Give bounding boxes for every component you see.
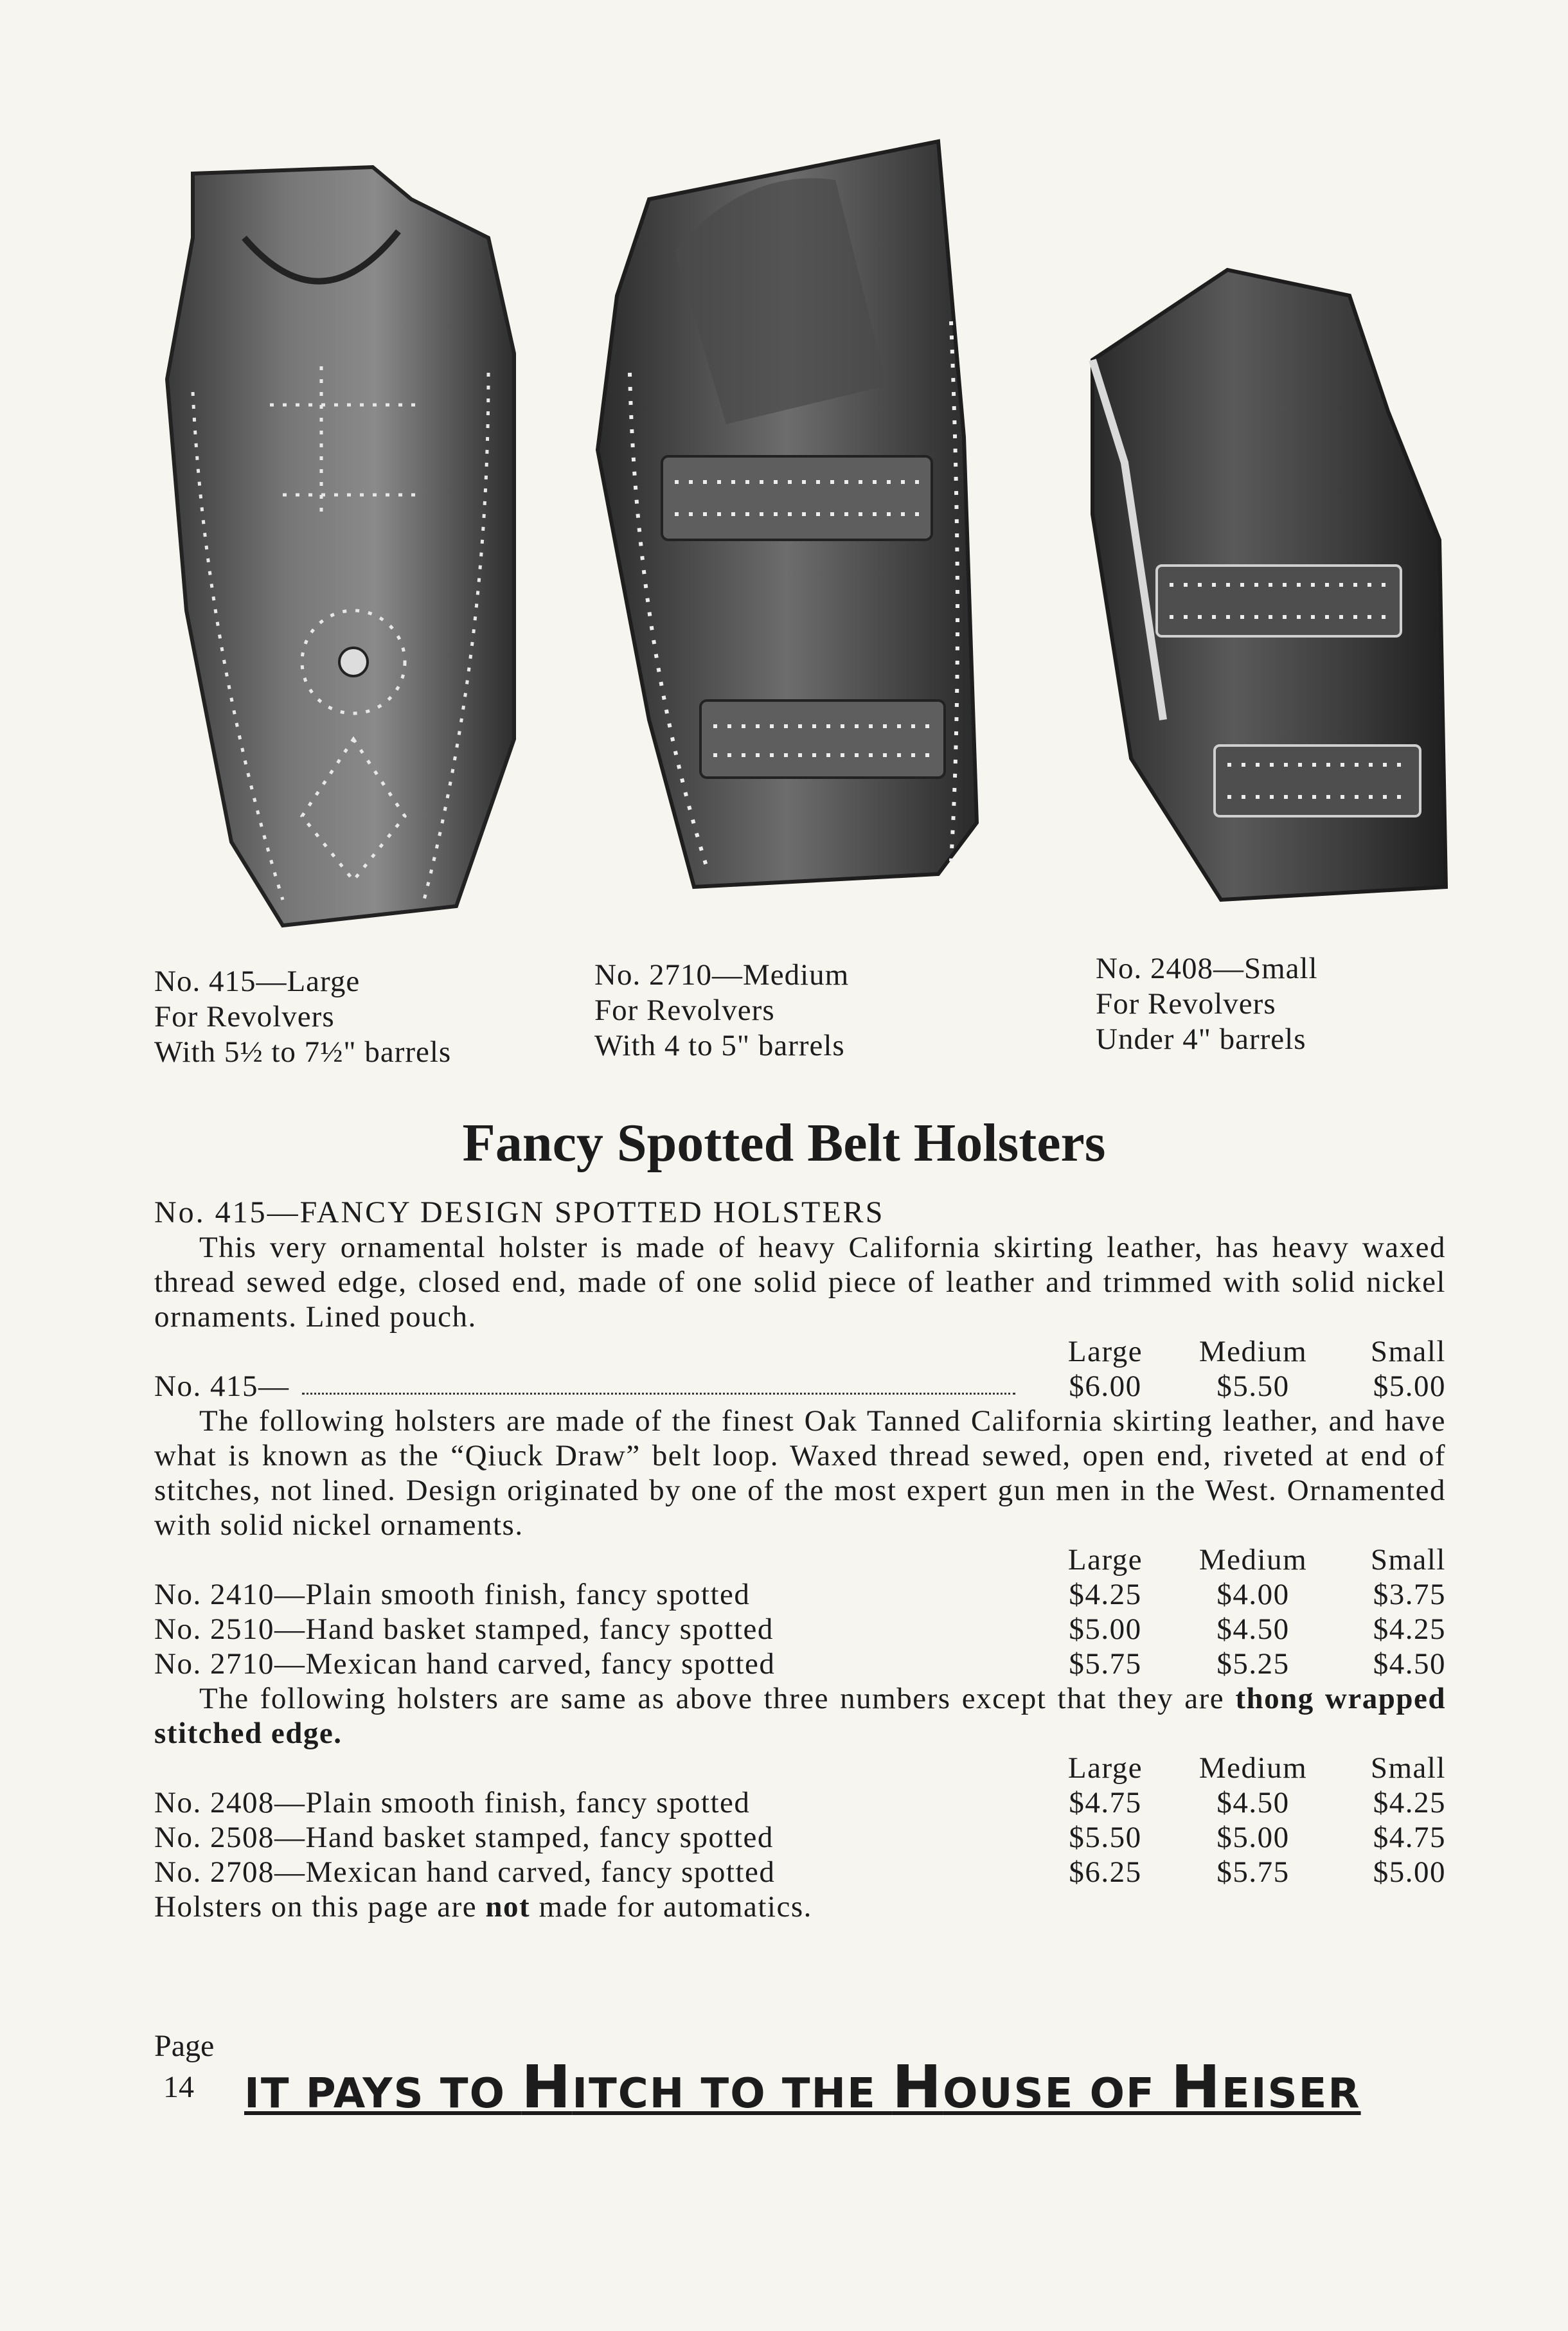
price-medium: $5.50: [1216, 1370, 1290, 1403]
header-small: Small: [1370, 1751, 1446, 1785]
note-text-end: made for automatics.: [530, 1890, 812, 1924]
price-row: [154, 1647, 1446, 1681]
holster-2710-photo: [578, 129, 996, 925]
price-small: $5.00: [1373, 1855, 1446, 1889]
price-large: $5.75: [1069, 1647, 1142, 1681]
header-medium: Medium: [1198, 1751, 1308, 1785]
slogan-part-a: IT PAYS TO: [244, 2070, 522, 2118]
caption-2710-line1: No. 2710—Medium: [594, 958, 850, 992]
header-large: Large: [1067, 1543, 1143, 1576]
caption-2408-line2: For Revolvers: [1096, 987, 1276, 1021]
section-415-description: This very ornamental holster is made of heavy California skirting leather, has heavy waxed thread sewed edge, closed end, made of one solid piece of leather and trimmed with solid nickel ornaments. Lined pouch.: [154, 1231, 1446, 1334]
slogan-part-c: OUSE OF: [943, 2070, 1171, 2118]
caption-2710: [594, 958, 849, 1064]
caption-2710-line3: With 4 to 5" barrels: [594, 1029, 845, 1062]
slogan-cap-h3: H: [1170, 2053, 1222, 2121]
section-3-bold-text: thong wrapped stitched edge.: [154, 1682, 1446, 1750]
header-small: Small: [1370, 1335, 1446, 1368]
dot-leader: [302, 1369, 1015, 1395]
caption-415: [154, 964, 451, 1070]
caption-415-line3: With 5½ to 7½" barrels: [154, 1035, 452, 1069]
section-415-heading: No. 415—FANCY DESIGN SPOTTED HOLSTERS: [154, 1195, 885, 1229]
section-3-description: [154, 1681, 1446, 1751]
price-small: $4.25: [1373, 1786, 1446, 1819]
price-header-2: [154, 1542, 1446, 1577]
price-row-item: No. 2408—Plain smooth finish, fancy spotted: [154, 1786, 751, 1819]
caption-415-line1: No. 415—Large: [154, 965, 361, 998]
slogan-part-b: ITCH TO THE: [572, 2070, 893, 2118]
price-large: $4.25: [1069, 1578, 1142, 1611]
header-medium: Medium: [1198, 1335, 1308, 1368]
section-2-description: The following holsters are made of the finest Oak Tanned California skirting leather, and have what is known as the “Qiuck Draw” belt loop. Waxed thread sewed, open end, riveted at end of stitches, not lined. Design originated by one of the most expert gun men in the West. Ornamented with solid nickel ornaments.: [154, 1404, 1446, 1542]
note-text: Holsters on this page are: [154, 1890, 486, 1924]
caption-415-line2: For Revolvers: [154, 1000, 335, 1033]
footer-slogan: [244, 2053, 1361, 2121]
price-medium: $5.25: [1216, 1647, 1290, 1681]
slogan-cap-h2: H: [892, 2053, 943, 2121]
price-row: [154, 1820, 1446, 1855]
price-medium: $5.00: [1216, 1821, 1290, 1854]
holster-415-photo: [154, 161, 540, 938]
caption-2408: [1096, 951, 1318, 1057]
price-row-item: No. 2510—Hand basket stamped, fancy spotted: [154, 1612, 774, 1646]
price-row-item: No. 2710—Mexican hand carved, fancy spotted: [154, 1647, 776, 1681]
section-3-text: The following holsters are same as above three numbers except that they are: [199, 1682, 1236, 1715]
price-medium: $5.75: [1216, 1855, 1290, 1889]
caption-2408-line3: Under 4" barrels: [1096, 1023, 1306, 1056]
price-small: $4.75: [1373, 1821, 1446, 1854]
price-small: $4.25: [1373, 1612, 1446, 1646]
price-large: $5.50: [1069, 1821, 1142, 1854]
price-row-item: No. 2708—Mexican hand carved, fancy spotted: [154, 1855, 776, 1889]
price-row: [154, 1612, 1446, 1647]
page-label: Page: [154, 2029, 215, 2063]
slogan-part-d: EISER: [1221, 2070, 1361, 2118]
header-medium: Medium: [1198, 1543, 1308, 1576]
price-large: $6.25: [1069, 1855, 1142, 1889]
note-bold: not: [485, 1890, 531, 1924]
price-large: $5.00: [1069, 1612, 1142, 1646]
price-large: $6.00: [1069, 1370, 1142, 1403]
price-header-3: [154, 1751, 1446, 1785]
automatics-note: [154, 1889, 1446, 1924]
price-small: $3.75: [1373, 1578, 1446, 1611]
caption-2408-line1: No. 2408—Small: [1096, 952, 1318, 985]
price-small: $5.00: [1373, 1370, 1446, 1403]
header-large: Large: [1067, 1335, 1143, 1368]
slogan-cap-h1: H: [521, 2053, 573, 2121]
header-large: Large: [1067, 1751, 1143, 1785]
price-header-1: [154, 1334, 1446, 1369]
page-title: Fancy Spotted Belt Holsters: [462, 1113, 1106, 1173]
price-row-item: No. 2410—Plain smooth finish, fancy spotted: [154, 1578, 751, 1611]
caption-2710-line2: For Revolvers: [594, 994, 775, 1027]
catalog-body: [154, 1195, 1446, 1924]
price-row: [154, 1855, 1446, 1889]
price-medium: $4.50: [1216, 1612, 1290, 1646]
price-small: $4.50: [1373, 1647, 1446, 1681]
page-number: 14: [163, 2070, 194, 2104]
holster-2408-photo: [1080, 257, 1459, 913]
price-medium: $4.50: [1216, 1786, 1290, 1819]
price-large: $4.75: [1069, 1786, 1142, 1819]
price-row: [154, 1785, 1446, 1820]
header-small: Small: [1370, 1543, 1446, 1576]
price-row-415: [154, 1369, 1446, 1404]
price-row: [154, 1577, 1446, 1612]
price-row-item: No. 415—: [154, 1370, 290, 1403]
page-footer: [154, 2029, 1446, 2121]
price-medium: $4.00: [1216, 1578, 1290, 1611]
price-row-item: No. 2508—Hand basket stamped, fancy spotted: [154, 1821, 774, 1854]
